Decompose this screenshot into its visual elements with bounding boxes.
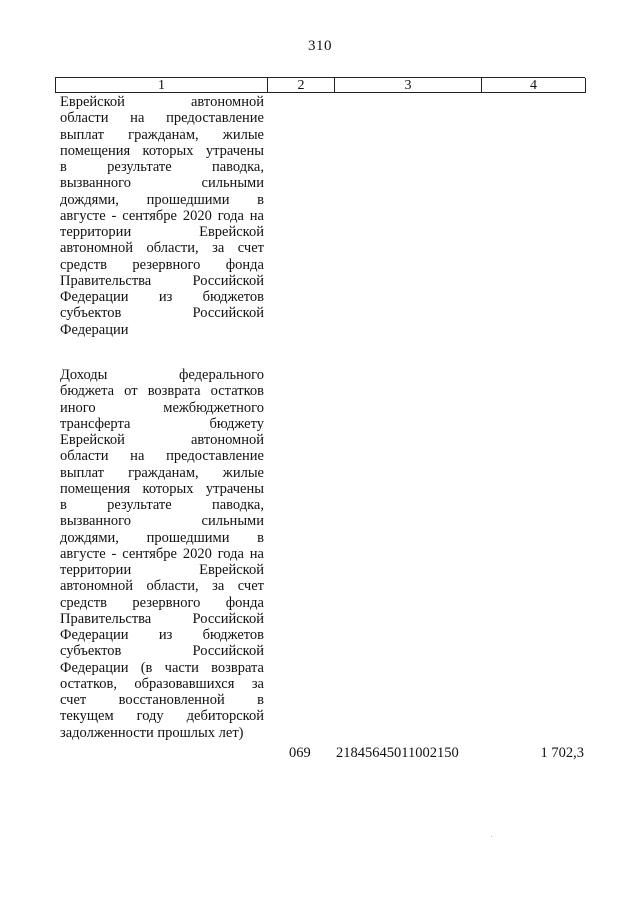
text-line: помещения которых утрачены <box>60 142 264 159</box>
text-line: иного межбюджетного <box>60 399 264 416</box>
text-line: Доходы федерального <box>60 367 264 383</box>
text-line: в результате паводка, <box>60 497 264 513</box>
text-line: выплат гражданам, жилые <box>60 126 264 143</box>
text-line: автономной области, за счет <box>60 578 264 595</box>
income-code: 21845645011002150 <box>336 745 459 761</box>
text-line: Еврейской автономной <box>60 432 264 448</box>
text-line: бюджета от возврата остатков <box>60 383 264 400</box>
text-line: средств резервного фонда <box>60 256 264 273</box>
text-line: счет восстановленной в <box>60 692 264 708</box>
amount: 1 702,3 <box>540 745 584 761</box>
text-line: субъектов Российской <box>60 643 264 660</box>
text-line: дождями, прошедшими в <box>60 191 264 208</box>
scan-speck <box>491 836 492 837</box>
text-line: Правительства Российской <box>60 610 264 627</box>
text-line: территории Еврейской <box>60 224 264 240</box>
text-line: Федерации <box>60 321 129 338</box>
text-line: автономной области, за счет <box>60 240 264 257</box>
text-line: помещения которых утрачены <box>60 480 264 497</box>
text-line: трансферта бюджету <box>60 415 264 432</box>
text-line: в результате паводка, <box>60 159 264 175</box>
header-col-3: 3 <box>335 78 482 93</box>
text-line: августе - сентябре 2020 года на <box>60 207 264 224</box>
text-line: территории Еврейской <box>60 562 264 578</box>
header-col-1: 1 <box>56 78 268 93</box>
text-line: текущем году дебиторской <box>60 708 264 725</box>
text-line: Федерации (в части возврата <box>60 659 264 676</box>
text-line: выплат гражданам, жилые <box>60 464 264 481</box>
header-col-2: 2 <box>268 78 335 93</box>
text-line: остатков, образовавшихся за <box>60 675 264 692</box>
text-line: задолженности прошлых лет) <box>60 724 244 741</box>
text-line: Правительства Российской <box>60 272 264 289</box>
text-line: области на предоставление <box>60 110 264 127</box>
income-description <box>60 367 264 741</box>
text-line: вызванного сильными <box>60 175 264 192</box>
page-number: 310 <box>308 38 332 54</box>
text-line: Федерации из бюджетов <box>60 627 264 643</box>
text-line: дождями, прошедшими в <box>60 529 264 546</box>
text-line: вызванного сильными <box>60 513 264 530</box>
text-line: средств резервного фонда <box>60 594 264 611</box>
continued-description <box>60 94 264 338</box>
text-line: августе - сентябре 2020 года на <box>60 545 264 562</box>
text-line: Еврейской автономной <box>60 94 264 110</box>
table-header <box>55 77 585 93</box>
admin-code: 069 <box>289 745 311 761</box>
header-col-4: 4 <box>482 78 586 93</box>
text-line: Федерации из бюджетов <box>60 289 264 305</box>
text-line: области на предоставление <box>60 448 264 465</box>
text-line: субъектов Российской <box>60 305 264 322</box>
